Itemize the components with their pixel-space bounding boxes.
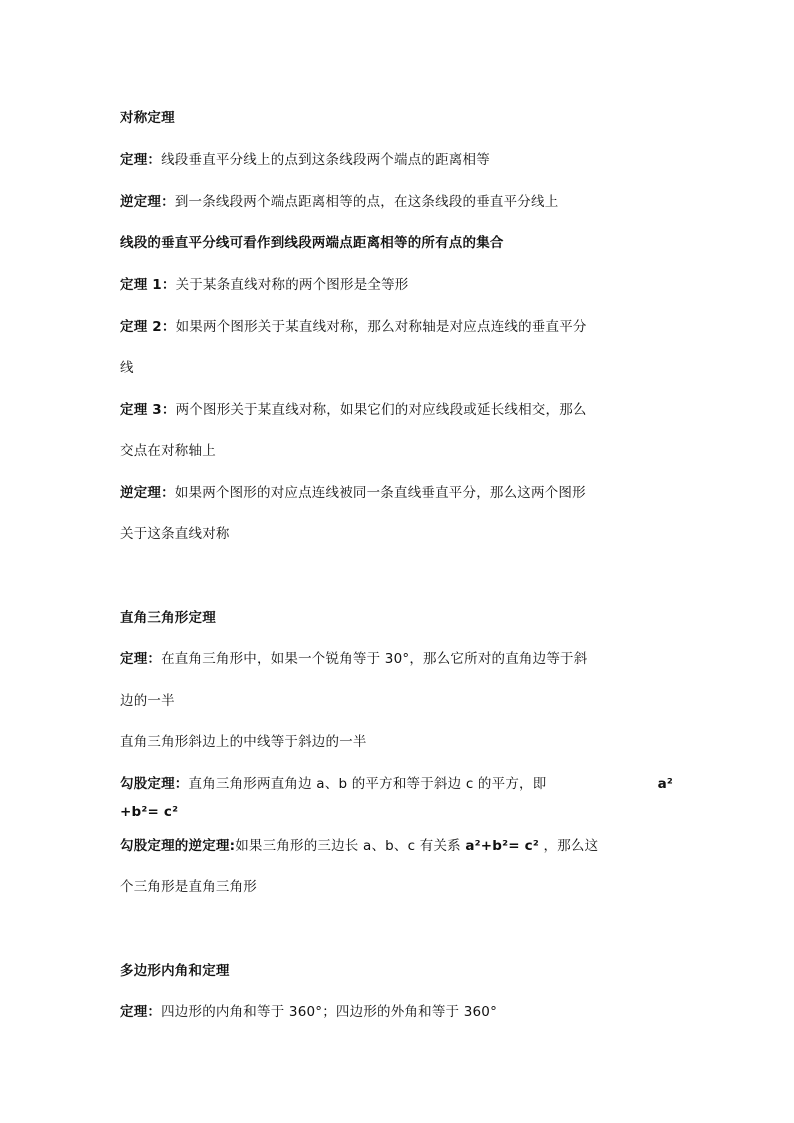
label: 勾股定理：	[120, 776, 189, 792]
text: 线段垂直平分线上的点到这条线段两个端点的距离相等	[161, 152, 490, 168]
text: 两个图形关于某直线对称，如果它们的对应线段或延长线相交，那么	[175, 402, 587, 418]
text: 关于某条直线对称的两个图形是全等形	[175, 277, 409, 293]
paragraph-symmetry-theorem-2-line1	[120, 317, 587, 337]
paragraph-30-degree-line1	[120, 649, 587, 669]
paragraph-quadrilateral-angles	[120, 1002, 497, 1022]
text: 如果两个图形的对应点连线被同一条直线垂直平分，那么这两个图形	[174, 485, 586, 501]
label: 勾股定理的逆定理:	[120, 838, 236, 854]
label: 定理：	[120, 651, 162, 667]
heading-polygon: 多边形内角和定理	[120, 963, 230, 979]
paragraph-pythagorean-line2: +b²= c²	[120, 804, 179, 820]
text-end: ，那么这	[543, 838, 599, 854]
text: 如果两个图形关于某直线对称，那么对称轴是对应点连线的垂直平分	[175, 319, 587, 335]
label: 定理：	[120, 152, 162, 168]
paragraph-symmetry-theorem-3-line2: 交点在对称轴上	[120, 443, 216, 459]
label: 定理 3：	[120, 402, 176, 418]
paragraph-symmetry-theorem-3-line1	[120, 400, 587, 420]
text: 直角三角形两直角边 a、b 的平方和等于斜边 c 的平方，即	[188, 776, 547, 792]
paragraph-perpendicular-bisector-set: 线段的垂直平分线可看作到线段两端点距离相等的所有点的集合	[120, 235, 504, 251]
label: 定理：	[120, 1004, 162, 1020]
paragraph-symmetry-converse-2-line1	[120, 483, 586, 503]
paragraph-30-degree-line2: 边的一半	[120, 693, 175, 709]
heading-symmetry: 对称定理	[120, 110, 175, 126]
label: 定理 2：	[120, 319, 176, 335]
text: 四边形的内角和等于 360°；四边形的外角和等于 360°	[161, 1004, 498, 1020]
paragraph-symmetry-theorem	[120, 150, 490, 170]
text: 在直角三角形中，如果一个锐角等于 30°，那么它所对的直角边等于斜	[161, 651, 588, 667]
paragraph-pythagorean-converse-line2: 个三角形是直角三角形	[120, 879, 257, 895]
paragraph-symmetry-converse-2-line2: 关于这条直线对称	[120, 526, 230, 542]
paragraph-symmetry-theorem-1	[120, 275, 409, 295]
label: 逆定理：	[120, 194, 175, 210]
label: 定理 1：	[120, 277, 176, 293]
heading-right-triangle: 直角三角形定理	[120, 610, 216, 626]
label: 逆定理：	[120, 485, 175, 501]
paragraph-pythagorean-line1	[120, 774, 673, 794]
formula: a²	[657, 776, 673, 792]
paragraph-pythagorean-converse-line1	[120, 836, 598, 856]
paragraph-median-hypotenuse: 直角三角形斜边上的中线等于斜边的一半	[120, 734, 367, 750]
formula: a²+b²= c²	[465, 838, 539, 854]
paragraph-symmetry-converse	[120, 192, 558, 212]
text: 如果三角形的三边长 a、b、c 有关系	[235, 838, 461, 854]
paragraph-symmetry-theorem-2-line2: 线	[120, 360, 134, 376]
text: 到一条线段两个端点距离相等的点，在这条线段的垂直平分线上	[174, 194, 559, 210]
